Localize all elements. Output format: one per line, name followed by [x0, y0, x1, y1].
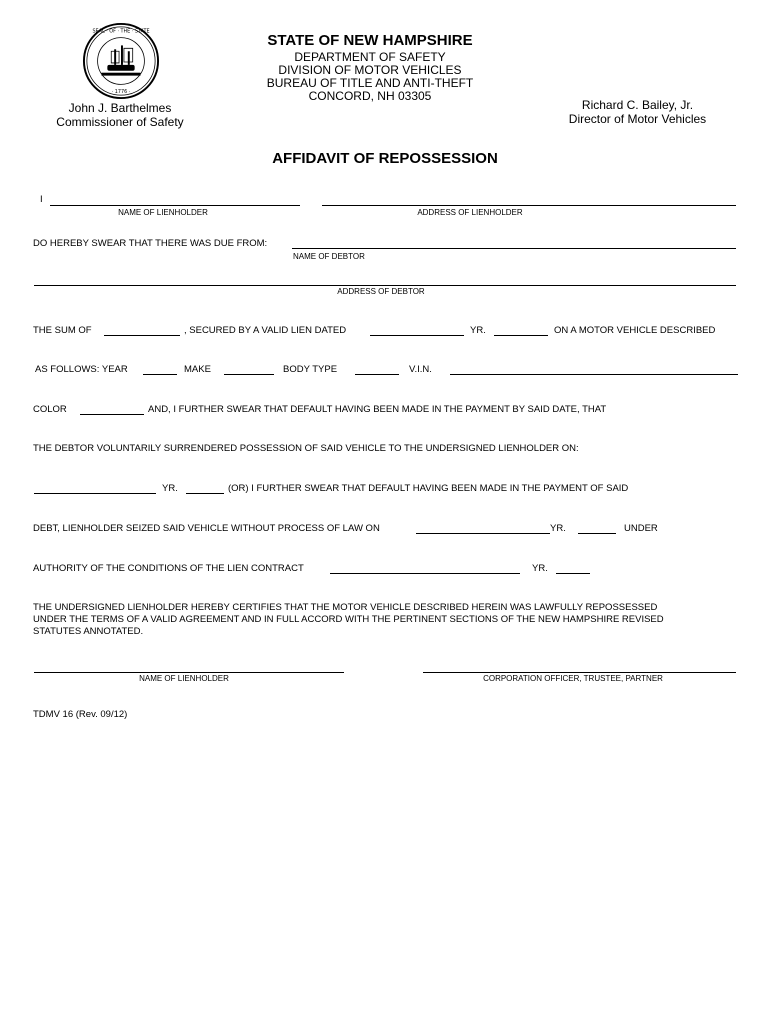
- debtor-name-field[interactable]: [292, 248, 736, 249]
- color-field[interactable]: [80, 414, 144, 415]
- dept-line: DEPARTMENT OF SAFETY: [294, 50, 446, 64]
- seizure-date-field[interactable]: [416, 533, 550, 534]
- debtor-address-field[interactable]: [34, 285, 736, 286]
- lienholder-address-caption: ADDRESS OF LIENHOLDER: [417, 208, 523, 217]
- yr-label-4: YR.: [532, 563, 548, 574]
- surrender-year-field[interactable]: [186, 493, 224, 494]
- signature-officer-caption: CORPORATION OFFICER, TRUSTEE, PARTNER: [483, 674, 663, 683]
- commissioner-name: John J. Barthelmes: [68, 101, 172, 115]
- year-label: AS FOLLOWS: YEAR: [35, 364, 128, 375]
- director-title: Director of Motor Vehicles: [568, 112, 707, 126]
- secured-label: , SECURED BY A VALID LIEN DATED: [184, 325, 347, 336]
- vin-field[interactable]: [450, 374, 738, 375]
- division-line: DIVISION OF MOTOR VEHICLES: [278, 63, 462, 77]
- form-title: AFFIDAVIT OF REPOSSESSION: [272, 150, 498, 167]
- debtor-name-caption: NAME OF DEBTOR: [293, 252, 365, 261]
- sum-field[interactable]: [104, 335, 180, 336]
- state-seal-icon: [82, 22, 160, 100]
- form-id: TDMV 16 (Rev. 09/12): [33, 709, 128, 720]
- or-default-text: (OR) I FURTHER SWEAR THAT DEFAULT HAVING BEEN MADE IN THE PAYMENT OF SAID: [228, 483, 629, 494]
- surrender-date-field[interactable]: [34, 493, 156, 494]
- state-title: STATE OF NEW HAMPSHIRE: [267, 32, 473, 49]
- body-type-label: BODY TYPE: [283, 364, 338, 375]
- certify-line-1: THE UNDERSIGNED LIENHOLDER HEREBY CERTIFIES THAT THE MOTOR VEHICLE DESCRIBED HEREIN WAS LAWFULLY REPOSSESSED: [33, 602, 658, 613]
- signature-lienholder-caption: NAME OF LIENHOLDER: [139, 674, 229, 683]
- authority-text: AUTHORITY OF THE CONDITIONS OF THE LIEN CONTRACT: [33, 563, 304, 574]
- yr-label-3: YR.: [550, 523, 566, 534]
- contract-date-field[interactable]: [330, 573, 520, 574]
- swear-due-text: DO HEREBY SWEAR THAT THERE WAS DUE FROM:: [33, 238, 268, 249]
- svg-text:SEAL · OF · THE · STATE: SEAL · OF · THE · STATE: [92, 28, 150, 35]
- director-name: Richard C. Bailey, Jr.: [581, 98, 694, 112]
- contract-year-field[interactable]: [556, 573, 590, 574]
- certify-line-3: STATUTES ANNOTATED.: [33, 626, 144, 637]
- make-label: MAKE: [184, 364, 211, 375]
- yr-label-2: YR.: [162, 483, 178, 494]
- year-field[interactable]: [143, 374, 177, 375]
- debtor-address-caption: ADDRESS OF DEBTOR: [337, 287, 425, 296]
- under-label: UNDER: [624, 523, 658, 534]
- city-line: CONCORD, NH 03305: [308, 89, 432, 103]
- commissioner-title: Commissioner of Safety: [56, 115, 184, 129]
- voluntarily-text: THE DEBTOR VOLUNTARILY SURRENDERED POSSESSION OF SAID VEHICLE TO THE UNDERSIGNED LIENHOLDER ON:: [33, 443, 579, 454]
- certify-line-2: UNDER THE TERMS OF A VALID AGREEMENT AND IN FULL ACCORD WITH THE PERTINENT SECTIONS OF THE NEW HAMPSHIRE REVISED: [33, 614, 664, 625]
- signature-officer-field[interactable]: [423, 672, 736, 673]
- i-label: I: [40, 194, 43, 205]
- bureau-line: BUREAU OF TITLE AND ANTI-THEFT: [266, 76, 474, 90]
- signature-lienholder-field[interactable]: [34, 672, 344, 673]
- default-swear-text: AND, I FURTHER SWEAR THAT DEFAULT HAVING BEEN MADE IN THE PAYMENT BY SAID DATE, THAT: [148, 404, 607, 415]
- debt-seized-text: DEBT, LIENHOLDER SEIZED SAID VEHICLE WITHOUT PROCESS OF LAW ON: [33, 523, 380, 534]
- seizure-year-field[interactable]: [578, 533, 616, 534]
- make-field[interactable]: [224, 374, 274, 375]
- body-type-field[interactable]: [355, 374, 399, 375]
- sum-of-label: THE SUM OF: [33, 325, 92, 336]
- lienholder-name-field[interactable]: [50, 205, 300, 206]
- lienholder-name-caption: NAME OF LIENHOLDER: [118, 208, 208, 217]
- svg-text:· 1776 ·: · 1776 ·: [111, 89, 131, 96]
- lien-date-field[interactable]: [370, 335, 464, 336]
- lien-year-field[interactable]: [494, 335, 548, 336]
- color-label: COLOR: [33, 404, 67, 415]
- vin-label: V.I.N.: [409, 364, 432, 375]
- motor-vehicle-label: ON A MOTOR VEHICLE DESCRIBED: [554, 325, 716, 336]
- lienholder-address-field[interactable]: [322, 205, 736, 206]
- yr-label-1: YR.: [470, 325, 486, 336]
